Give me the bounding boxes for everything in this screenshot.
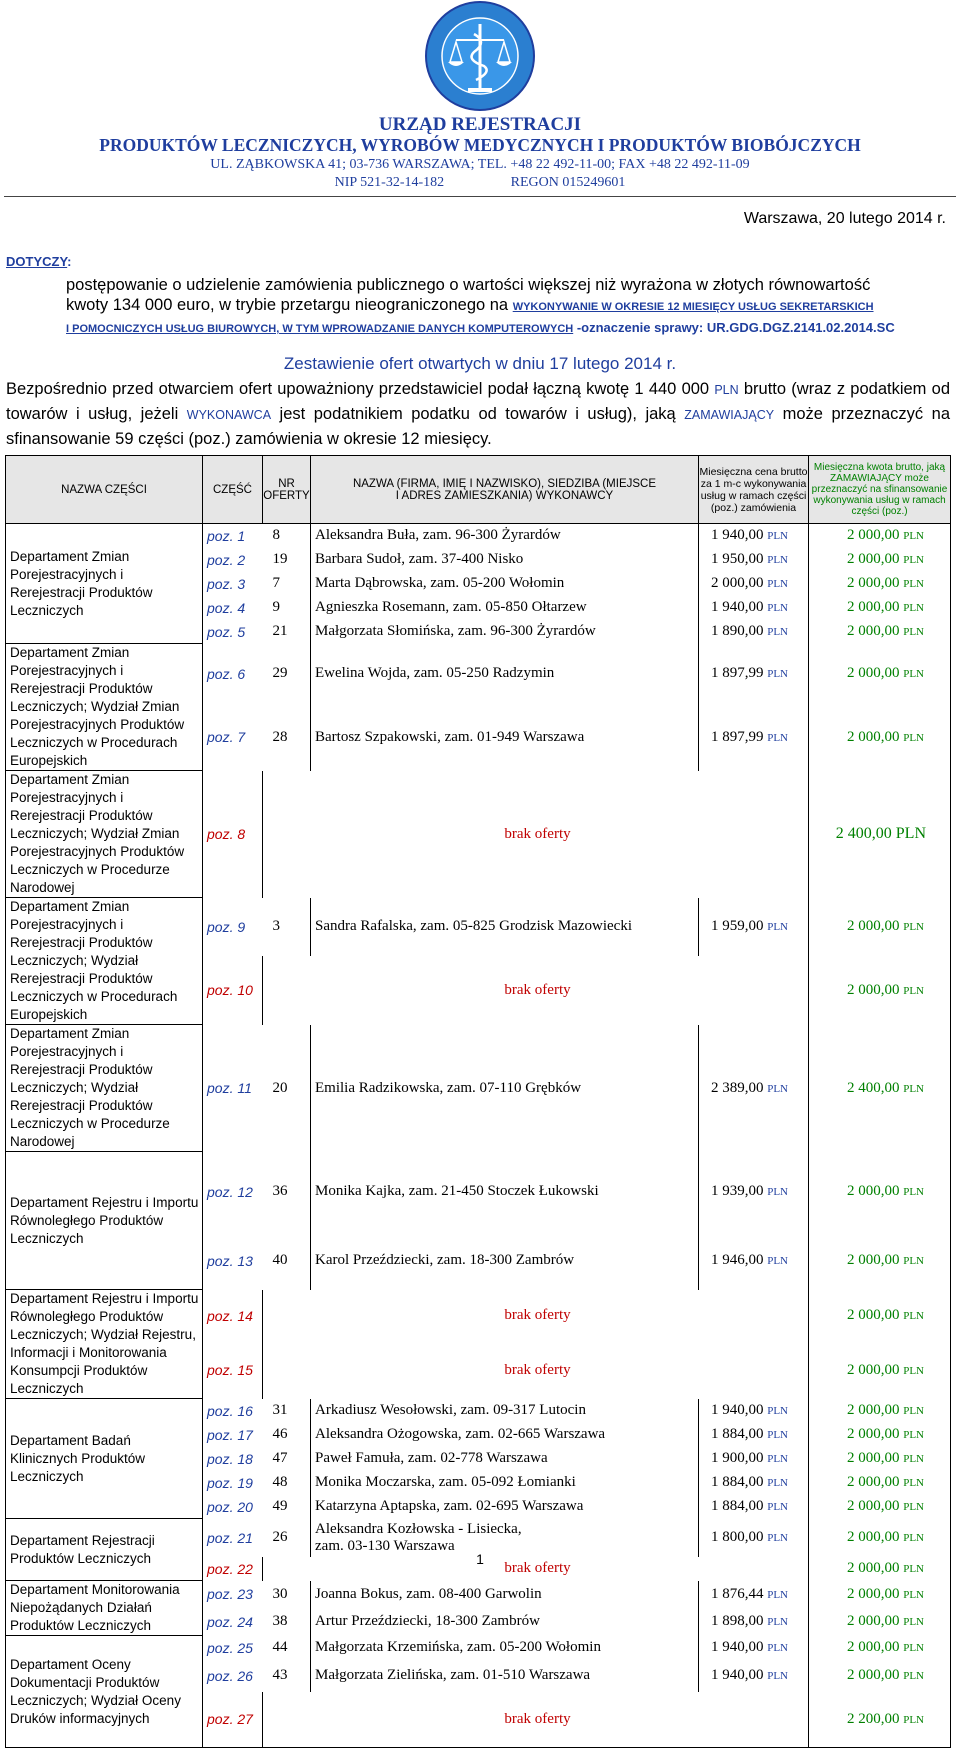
offer-price [699, 1581, 809, 1609]
offer-price-value: 1 940,00 [710, 1667, 764, 1683]
contractor-name-line: Ewelina Wojda, zam. 05-250 Radzymin [315, 665, 555, 682]
budget-amount [809, 771, 951, 898]
col-header-budget: Miesięczna kwota brutto, jaką ZAMAWIAJĄCY może przeznaczyć na sfinansowanie wykonywania usług w ramach części (poz.) [809, 456, 951, 524]
offer-price [699, 1152, 809, 1232]
subject-line-3: I POMOCNICZYCH USŁUG BIUROWYCH, W TYM WPROWADZANIE DANYCH KOMPUTEROWYCH -oznaczenie sprawy: UR.GDG.DGZ.2141.02.2014.SC [66, 320, 895, 335]
header-address: UL. ZĄBKOWSKA 41; 03-736 WARSZAWA; TEL. +48 22 492-11-00; FAX +48 22 492-11-09 [210, 157, 750, 172]
offer-price [699, 1608, 809, 1636]
currency-label: PLN [903, 921, 924, 934]
budget-amount [809, 1636, 951, 1660]
department-name: Departament Rejestracji Produktów Leczniczych [6, 1519, 203, 1581]
budget-amount [809, 1152, 951, 1232]
currency-label: PLN [903, 1501, 924, 1513]
contractor-name [311, 1581, 699, 1609]
part-number: poz. 1 [203, 524, 263, 548]
offer-price-value: 1 959,00 [710, 918, 764, 935]
currency-label: PLN [767, 1477, 788, 1489]
offer-price [699, 704, 809, 771]
currency-label: PLN [903, 1255, 924, 1267]
currency-label: PLN [903, 984, 924, 997]
offer-price-value: 1 940,00 [710, 599, 764, 615]
currency-label: PLN [903, 1563, 924, 1575]
contractor-name [311, 572, 699, 596]
contractor-name [311, 548, 699, 572]
offer-number: 49 [263, 1495, 311, 1519]
offer-price [699, 548, 809, 572]
offer-number: 48 [263, 1471, 311, 1495]
currency-label: PLN [767, 1642, 788, 1654]
offer-number: 21 [263, 620, 311, 644]
contractor-name-line: Małgorzata Zielińska, zam. 01-510 Warszawa [315, 1667, 591, 1683]
offer-price-value: 1 884,00 [710, 1474, 764, 1490]
offer-price [699, 1660, 809, 1692]
header-office-full-name: PRODUKTÓW LECZNICZYCH, WYROBÓW MEDYCZNYCH I PRODUKTÓW BIOBÓJCZYCH [99, 135, 861, 155]
department-name: Departament Rejestru i Importu Równoległego Produktów Leczniczych [6, 1152, 203, 1290]
part-number: poz. 3 [203, 572, 263, 596]
budget-amount-value: 2 000,00 [846, 1426, 900, 1442]
department-name: Departament Zmian Porejestracyjnych i Rerejestracji Produktów Leczniczych; Wydział Rerejestracji Produktów Leczniczych w Procedurach Europejskich [6, 898, 203, 1025]
part-number: poz. 25 [203, 1636, 263, 1660]
currency-label: PLN [903, 1588, 924, 1601]
part-number: poz. 13 [203, 1232, 263, 1290]
col-header-part: CZĘŚĆ [203, 456, 263, 524]
part-number: poz. 4 [203, 596, 263, 620]
offer-number: 29 [263, 644, 311, 704]
offer-price-value: 1 898,00 [710, 1613, 764, 1630]
currency-label: PLN [903, 1670, 924, 1682]
contractor-name-line: Paweł Famuła, zam. 02-778 Warszawa [315, 1450, 548, 1466]
contractor-name-line: Katarzyna Aptapska, zam. 02-695 Warszawa [315, 1498, 584, 1514]
currency-label: PLN [903, 1713, 924, 1726]
offer-price-value: 1 884,00 [710, 1498, 764, 1514]
contractor-name [311, 644, 699, 704]
currency-label: PLN [903, 1477, 924, 1489]
offer-price [699, 644, 809, 704]
budget-amount [809, 1232, 951, 1290]
budget-amount [809, 1471, 951, 1495]
currency-label: PLN [903, 1186, 924, 1198]
part-number: poz. 16 [203, 1399, 263, 1423]
offer-number: 3 [263, 898, 311, 957]
contractor-name-line: Monika Moczarska, zam. 05-092 Łomianki [315, 1474, 576, 1490]
contractor-name [311, 1636, 699, 1660]
budget-amount-value: 2 000,00 [846, 1639, 900, 1655]
contractor-address-line: zam. 03-130 Warszawa [315, 1537, 455, 1554]
offer-price-value: 1 940,00 [710, 1639, 764, 1655]
contractor-name-line: Joanna Bokus, zam. 08-400 Garwolin [315, 1585, 542, 1602]
offer-number: 20 [263, 1025, 311, 1152]
currency-label: PLN [767, 1501, 788, 1513]
currency-label: PLN [903, 1405, 924, 1417]
offer-price-value: 1 800,00 [710, 1529, 764, 1545]
contractor-name [311, 1232, 699, 1290]
budget-amount-value: 2 000,00 [846, 1667, 900, 1683]
part-number: poz. 10 [203, 956, 263, 1024]
currency-label: PLN [767, 1082, 788, 1095]
department-name: Departament Rejestru i Importu Równoległego Produktów Leczniczych; Wydział Rejestru, Informacji i Monitorowania Konsumpcji Produktów Leczniczych [6, 1290, 203, 1399]
contractor-name-line: Aleksandra Ożogowska, zam. 02-665 Warszawa [315, 1426, 606, 1442]
table-row [6, 898, 951, 957]
budget-amount-value: 2 000,00 [846, 575, 900, 591]
offer-number: 26 [263, 1519, 311, 1557]
currency-label: PLN [767, 554, 788, 566]
currency-label: PLN [903, 1532, 924, 1544]
currency-label: PLN [903, 626, 924, 638]
col-header-contractor: NAZWA (FIRMA, IMIĘ I NAZWISKO), SIEDZIBA (MIEJSCE I ADRES ZAMIESZKANIA) WYKONAWCY [311, 456, 699, 524]
currency-label: PLN [903, 1082, 924, 1095]
department-name: Departament Badań Klinicznych Produktów Leczniczych [6, 1399, 203, 1519]
table-row [6, 524, 951, 548]
currency-label: PLN [903, 1642, 924, 1654]
budget-amount [809, 898, 951, 957]
offer-price [699, 1636, 809, 1660]
offer-number: 30 [263, 1581, 311, 1609]
budget-amount [809, 524, 951, 548]
part-number: poz. 19 [203, 1471, 263, 1495]
offer-price-value: 1 876,44 [710, 1585, 764, 1602]
budget-amount [809, 620, 951, 644]
currency-label: PLN [767, 1453, 788, 1465]
no-offer-label: brak oferty [263, 1290, 809, 1342]
contractor-name-line: Marta Dąbrowska, zam. 05-200 Wołomin [315, 575, 565, 591]
budget-amount-value: 2 000,00 [846, 918, 900, 935]
budget-amount-value: 2 000,00 [846, 1498, 900, 1514]
budget-amount-value: 2 000,00 [846, 551, 900, 567]
offer-price-value: 1 939,00 [710, 1183, 764, 1199]
offer-price [699, 1232, 809, 1290]
contractor-name-line: Arkadiusz Wesołowski, zam. 09-317 Lutocin [315, 1402, 586, 1418]
budget-amount [809, 1692, 951, 1748]
budget-amount [809, 1495, 951, 1519]
budget-amount-value: 2 400,00 [846, 1079, 900, 1096]
budget-amount [809, 1608, 951, 1636]
currency-label: PLN [767, 731, 788, 744]
part-number: poz. 15 [203, 1342, 263, 1399]
part-number: poz. 23 [203, 1581, 263, 1609]
contractor-name [311, 1608, 699, 1636]
department-name: Departament Zmian Porejestracyjnych i Rerejestracji Produktów Leczniczych; Wydział Rerejestracji Produktów Leczniczych w Procedurze Narodowej [6, 1025, 203, 1152]
currency-label: PLN [903, 668, 924, 681]
contractor-name [311, 1447, 699, 1471]
budget-amount [809, 1399, 951, 1423]
offer-price [699, 620, 809, 644]
currency-label: PLN [767, 1186, 788, 1198]
part-number: poz. 5 [203, 620, 263, 644]
budget-amount [809, 1660, 951, 1692]
currency-label: PLN [767, 668, 788, 681]
budget-amount-value: 2 000,00 [846, 527, 900, 544]
budget-amount-value: 2 000,00 [846, 623, 900, 639]
header-office-name: URZĄD REJESTRACJI [378, 114, 582, 135]
budget-amount-value: 2 000,00 [846, 1307, 900, 1324]
contractor-name-line: Emilia Radzikowska, zam. 07-110 Grębków [315, 1079, 582, 1096]
currency-label: PLN [767, 1405, 788, 1417]
offer-price-value: 2 389,00 [710, 1079, 764, 1096]
offer-number: 7 [263, 572, 311, 596]
part-number: poz. 17 [203, 1423, 263, 1447]
budget-amount-value: 2 000,00 [846, 599, 900, 615]
offer-price-value: 1 940,00 [710, 1402, 764, 1418]
contractor-name [311, 620, 699, 644]
currency-label: PLN [903, 602, 924, 614]
currency-label: PLN [767, 1429, 788, 1441]
intro-paragraph: Bezpośrednio przed otwarciem ofert upoważniony przedstawiciel podał łączną kwotę 1 440 000 PLN brutto (wraz z podatkiem od towarów i usług, jeżeli WYKONAWCA jest podatnikiem podatku od towarów i usług), jaką ZAMAWIAJĄCY może przeznaczyć na sfinansowanie 59 części (poz.) zamówienia w okresie 12 miesięcy. [6, 380, 951, 448]
budget-amount [809, 1423, 951, 1447]
contractor-name [311, 704, 699, 771]
department-name: Departament Monitorowania Niepożądanych Działań Produktów Leczniczych [6, 1581, 203, 1636]
budget-amount-value: 2 000,00 [846, 1560, 900, 1576]
contractor-name [311, 596, 699, 620]
budget-amount [809, 644, 951, 704]
budget-amount [809, 956, 951, 1024]
table-row [6, 1399, 951, 1423]
currency-label: PLN [767, 1255, 788, 1267]
offer-number: 31 [263, 1399, 311, 1423]
col-header-price: Miesięczna cena brutto za 1 m-c wykonywania usług w ramach części (poz.) zamówienia [699, 456, 809, 524]
contractor-name-line: Aleksandra Kozłowska - Lisiecka, [315, 1520, 522, 1537]
contractor-name [311, 1025, 699, 1152]
document-date: Warszawa, 20 lutego 2014 r. [743, 210, 946, 227]
no-offer-label: brak oferty [263, 956, 809, 1024]
offer-number: 38 [263, 1608, 311, 1636]
currency-label: PLN [767, 1588, 788, 1601]
offer-number: 46 [263, 1423, 311, 1447]
contractor-name [311, 1495, 699, 1519]
no-offer-label: brak oferty [263, 771, 809, 898]
budget-amount [809, 548, 951, 572]
contractor-name-line: Małgorzata Słomińska, zam. 96-300 Żyrardów [315, 623, 596, 639]
part-number: poz. 9 [203, 898, 263, 957]
part-number: poz. 21 [203, 1519, 263, 1557]
budget-amount-value: 2 200,00 [846, 1710, 900, 1727]
offer-number: 44 [263, 1636, 311, 1660]
currency-label: PLN [903, 1429, 924, 1441]
budget-amount-value: 2 000,00 [846, 1474, 900, 1490]
budget-amount [809, 596, 951, 620]
budget-amount-value: 2 000,00 [846, 728, 900, 745]
contractor-name [311, 1471, 699, 1495]
offer-price [699, 1025, 809, 1152]
contractor-name-line: Sandra Rafalska, zam. 05-825 Grodzisk Mazowiecki [315, 918, 632, 935]
budget-amount-value: 2 000,00 [846, 1585, 900, 1602]
budget-amount-value: 2 000,00 [846, 1450, 900, 1466]
offer-price [699, 1495, 809, 1519]
offer-price-value: 1 900,00 [710, 1450, 764, 1466]
page-number: 1 [476, 1551, 484, 1567]
currency-label: PLN [903, 1364, 924, 1377]
offer-price [699, 1399, 809, 1423]
contractor-name-line: Aleksandra Buła, zam. 96-300 Żyrardów [315, 527, 561, 544]
offer-price-value: 1 884,00 [710, 1426, 764, 1442]
budget-amount [809, 572, 951, 596]
offer-number: 9 [263, 596, 311, 620]
table-row [6, 1152, 951, 1232]
currency-label: PLN [903, 578, 924, 590]
budget-amount [809, 1447, 951, 1471]
part-number: poz. 22 [203, 1557, 263, 1581]
budget-amount-value: 2 000,00 [846, 1613, 900, 1630]
part-number: poz. 26 [203, 1660, 263, 1692]
budget-amount-value: 2 400,00 PLN [835, 825, 926, 842]
offer-price [699, 1423, 809, 1447]
contractor-name-line: Karol Przeździecki, zam. 18-300 Zambrów [315, 1252, 575, 1268]
contractor-name [311, 898, 699, 957]
part-number: poz. 6 [203, 644, 263, 704]
table-row [6, 1290, 951, 1342]
offer-number: 28 [263, 704, 311, 771]
part-number: poz. 14 [203, 1290, 263, 1342]
currency-label: PLN [767, 1616, 788, 1629]
currency-label: PLN [767, 1532, 788, 1544]
part-number: poz. 27 [203, 1692, 263, 1748]
offer-price-value: 1 897,99 [710, 728, 764, 745]
offer-price-value: 1 890,00 [710, 623, 764, 639]
budget-amount-value: 2 000,00 [846, 1252, 900, 1268]
offer-price [699, 1471, 809, 1495]
budget-amount [809, 1342, 951, 1399]
offer-number: 36 [263, 1152, 311, 1232]
department-name: Departament Zmian Porejestracyjnych i Rerejestracji Produktów Leczniczych [6, 524, 203, 644]
header-tax-ids: NIP 521-32-14-182 REGON 015249601 [334, 175, 626, 190]
header-divider [4, 196, 956, 197]
currency-label: PLN [903, 530, 924, 543]
offer-number: 8 [263, 524, 311, 548]
part-number: poz. 24 [203, 1608, 263, 1636]
offer-number: 43 [263, 1660, 311, 1692]
offer-price-value: 1 897,99 [710, 665, 764, 682]
part-number: poz. 7 [203, 704, 263, 771]
budget-amount [809, 1290, 951, 1342]
budget-amount-value: 2 000,00 [846, 1361, 900, 1378]
subject-line-1: postępowanie o udzielenie zamówienia publicznego o wartości większej niż wyrażona w złotych równowartość [66, 276, 871, 294]
budget-amount-value: 2 000,00 [846, 665, 900, 682]
subject-line-2: kwoty 134 000 euro, w trybie przetargu nieograniczonego na WYKONYWANIE W OKRESIE 12 MIESIĘCY USŁUG SEKRETARSKICH [66, 296, 874, 314]
part-number: poz. 20 [203, 1495, 263, 1519]
currency-label: PLN [767, 578, 788, 590]
table-row [6, 771, 951, 898]
contractor-name [311, 1660, 699, 1692]
offer-number: 40 [263, 1232, 311, 1290]
offer-price-value: 1 950,00 [710, 551, 764, 567]
part-number: poz. 12 [203, 1152, 263, 1232]
department-name: Departament Zmian Porejestracyjnych i Rerejestracji Produktów Leczniczych; Wydział Zmian Porejestracyjnych Produktów Leczniczych w Procedurze Narodowej [6, 771, 203, 898]
currency-label: PLN [767, 530, 788, 543]
budget-amount [809, 704, 951, 771]
currency-label: PLN [903, 1453, 924, 1465]
contractor-name [311, 524, 699, 548]
part-number: poz. 2 [203, 548, 263, 572]
table-row [6, 644, 951, 704]
offer-number: 47 [263, 1447, 311, 1471]
no-offer-label: brak oferty [263, 1692, 809, 1748]
budget-amount-value: 2 000,00 [846, 1402, 900, 1418]
offer-price-value: 2 000,00 [710, 575, 764, 591]
budget-amount [809, 1581, 951, 1609]
table-row [6, 1581, 951, 1609]
offer-price [699, 1447, 809, 1471]
contractor-name-line: Artur Przeździecki, 18-300 Zambrów [315, 1613, 540, 1630]
offer-price [699, 524, 809, 548]
department-name: Departament Oceny Dokumentacji Produktów Leczniczych; Wydział Oceny Druków informacyjnych [6, 1636, 203, 1748]
contractor-name-line: Monika Kajka, zam. 21-450 Stoczek Łukowski [315, 1183, 599, 1199]
no-offer-label: brak oferty [263, 1557, 809, 1581]
currency-label: PLN [767, 626, 788, 638]
contractor-name-line: Agnieszka Rosemann, zam. 05-850 Ołtarzew [315, 599, 587, 615]
table-row [6, 1025, 951, 1152]
currency-label: PLN [903, 1310, 924, 1323]
contractor-name-line: Bartosz Szpakowski, zam. 01-949 Warszawa [315, 728, 585, 745]
currency-label: PLN [903, 731, 924, 744]
part-number: poz. 18 [203, 1447, 263, 1471]
table-row [6, 1636, 951, 1660]
col-header-part-name: NAZWA CZĘŚCI [6, 456, 203, 524]
contractor-name [311, 1423, 699, 1447]
budget-amount-value: 2 000,00 [846, 981, 900, 998]
budget-amount [809, 1025, 951, 1152]
offer-price-value: 1 940,00 [710, 527, 764, 544]
currency-label: PLN [903, 554, 924, 566]
offer-price [699, 596, 809, 620]
budget-amount-value: 2 000,00 [846, 1183, 900, 1199]
col-header-offer-no: NR OFERTY [263, 456, 311, 524]
currency-label: PLN [903, 1616, 924, 1629]
offer-number: 19 [263, 548, 311, 572]
currency-label: PLN [767, 1670, 788, 1682]
office-emblem-logo [410, 0, 550, 112]
budget-amount-value: 2 000,00 [846, 1529, 900, 1545]
part-number: poz. 11 [203, 1025, 263, 1152]
department-name: Departament Zmian Porejestracyjnych i Rerejestracji Produktów Leczniczych; Wydział Zmian Porejestracyjnych Produktów Leczniczych w Procedurach Europejskich [6, 644, 203, 771]
part-number: poz. 8 [203, 771, 263, 898]
no-offer-label: brak oferty [263, 1342, 809, 1399]
offer-price-value: 1 946,00 [710, 1252, 764, 1268]
currency-label: PLN [767, 602, 788, 614]
contractor-name-line: Barbara Sudoł, zam. 37-400 Nisko [315, 551, 524, 567]
currency-label: PLN [767, 921, 788, 934]
subject-label: DOTYCZY: [6, 254, 72, 269]
contractor-name [311, 1152, 699, 1232]
offer-price [699, 898, 809, 957]
contractor-name [311, 1399, 699, 1423]
offer-price [699, 572, 809, 596]
document-subtitle: Zestawienie ofert otwartych w dniu 17 lutego 2014 r. [283, 354, 677, 373]
contractor-name-line: Małgorzata Krzemińska, zam. 05-200 Wołomin [315, 1639, 601, 1655]
